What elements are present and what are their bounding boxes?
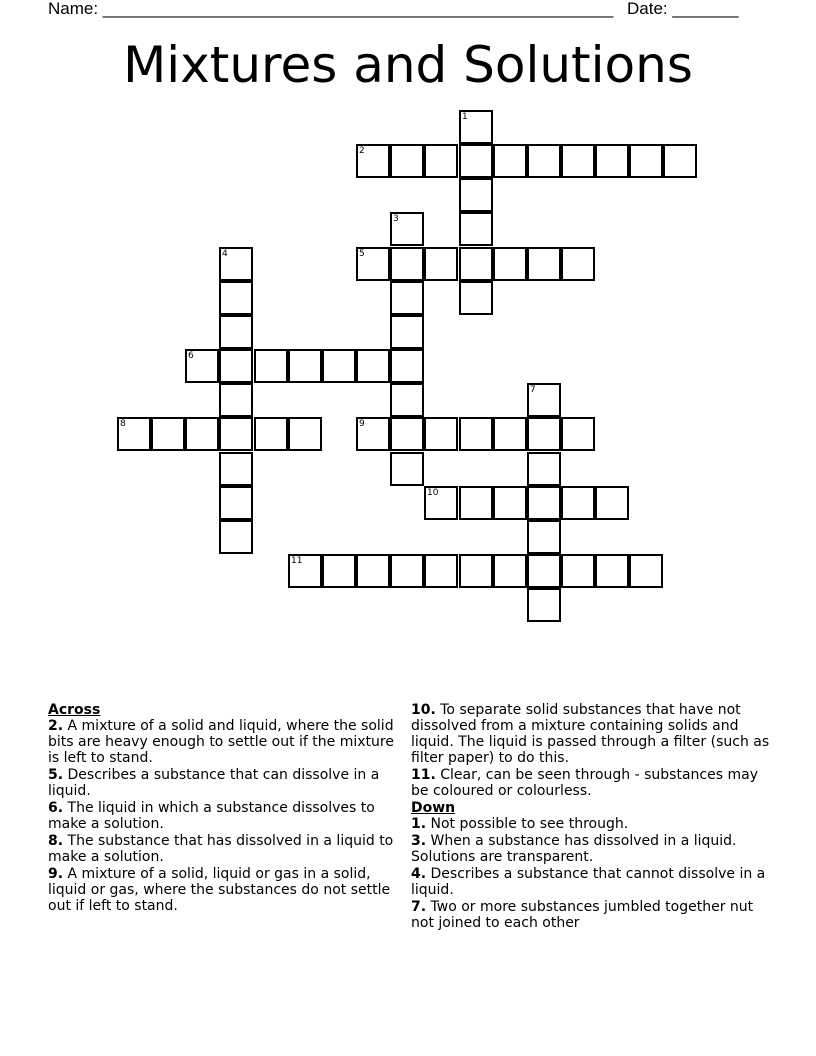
crossword-cell[interactable] (219, 486, 253, 520)
crossword-cell[interactable] (527, 144, 561, 178)
crossword-cell[interactable] (459, 554, 493, 588)
clue-number-label: 1 (462, 112, 468, 122)
clue-number-label: 9 (359, 419, 365, 429)
crossword-cell[interactable] (493, 554, 527, 588)
clues-column-right (411, 702, 771, 932)
clue-text: To separate solid substances that have not dissolved from a mixture containing solids and liquid. The liquid is passed through a filter (such as filter paper) to do this. (411, 702, 770, 766)
clue-number: 5. (48, 767, 64, 783)
crossword-cell[interactable] (561, 417, 595, 451)
clue-text: The liquid in which a substance dissolves to make a solution. (48, 800, 375, 832)
crossword-cell[interactable] (424, 554, 458, 588)
clue-text: Describes a substance that can dissolve in a liquid. (48, 767, 380, 799)
crossword-cell[interactable] (459, 281, 493, 315)
clue-number-label: 3 (393, 214, 399, 224)
crossword-cell[interactable] (390, 554, 424, 588)
across-clue-list (48, 718, 400, 914)
clue-number-label: 11 (291, 556, 303, 566)
clue-number: 6. (48, 800, 64, 816)
clue-item (48, 833, 400, 865)
clue-text: Not possible to see through. (426, 816, 629, 832)
crossword-cell[interactable] (219, 349, 253, 383)
crossword-cell[interactable] (356, 417, 390, 451)
clue-item (48, 718, 400, 766)
crossword-cell[interactable] (527, 452, 561, 486)
crossword-cell[interactable] (527, 520, 561, 554)
clue-number: 1. (411, 816, 427, 832)
crossword-cell[interactable] (390, 452, 424, 486)
crossword-cell[interactable] (117, 417, 151, 451)
crossword-cell[interactable] (561, 144, 595, 178)
clue-text: A mixture of a solid, liquid or gas in a solid, liquid or gas, where the substances do not settle out if left to stand. (48, 866, 391, 914)
crossword-cell[interactable] (459, 110, 493, 144)
crossword-cell[interactable] (424, 486, 458, 520)
clue-text: Two or more substances jumbled together nut not joined to each other (411, 899, 754, 931)
crossword-cell[interactable] (595, 486, 629, 520)
clue-item (48, 866, 400, 914)
clue-number: 7. (411, 899, 427, 915)
clue-number-label: 10 (427, 488, 439, 498)
crossword-cell[interactable] (595, 144, 629, 178)
crossword-cell[interactable] (527, 588, 561, 622)
clue-text: When a substance has dissolved in a liquid. Solutions are transparent. (411, 833, 737, 865)
crossword-cell[interactable] (356, 144, 390, 178)
clue-item (48, 800, 400, 832)
clue-number-label: 2 (359, 146, 365, 156)
crossword-cell[interactable] (390, 281, 424, 315)
crossword-cell[interactable] (288, 349, 322, 383)
crossword-cell[interactable] (390, 383, 424, 417)
clue-text: The substance that has dissolved in a liquid to make a solution. (48, 833, 394, 865)
crossword-cell[interactable] (459, 247, 493, 281)
crossword-cell[interactable] (424, 247, 458, 281)
crossword-cell[interactable] (390, 349, 424, 383)
clue-number: 8. (48, 833, 64, 849)
crossword-cell[interactable] (459, 144, 493, 178)
crossword-cell[interactable] (493, 144, 527, 178)
crossword-cell[interactable] (322, 554, 356, 588)
crossword-cell[interactable] (629, 144, 663, 178)
clue-item (411, 816, 771, 832)
crossword-cell[interactable] (254, 417, 288, 451)
crossword-cell[interactable] (356, 554, 390, 588)
crossword-cell[interactable] (151, 417, 185, 451)
crossword-cell[interactable] (356, 349, 390, 383)
date-field-label[interactable]: Date: _______ (627, 0, 739, 18)
clue-item (411, 866, 771, 898)
crossword-cell[interactable] (219, 247, 253, 281)
clue-number: 10. (411, 702, 436, 718)
clue-number: 4. (411, 866, 427, 882)
crossword-cell[interactable] (219, 417, 253, 451)
across-heading: Across (48, 702, 101, 718)
crossword-cell[interactable] (390, 417, 424, 451)
crossword-cell[interactable] (185, 417, 219, 451)
crossword-cell[interactable] (459, 417, 493, 451)
crossword-cell[interactable] (390, 315, 424, 349)
clue-number-label: 4 (222, 249, 228, 259)
crossword-cell[interactable] (219, 281, 253, 315)
crossword-cell[interactable] (390, 212, 424, 246)
clue-number-label: 6 (188, 351, 194, 361)
clue-number: 9. (48, 866, 64, 882)
crossword-cell[interactable] (527, 247, 561, 281)
crossword-cell[interactable] (493, 247, 527, 281)
clue-number-label: 8 (120, 419, 126, 429)
crossword-cell[interactable] (356, 247, 390, 281)
name-field-label[interactable]: Name: ______________________________________________________ (48, 0, 614, 18)
clue-item (411, 767, 771, 799)
crossword-cell[interactable] (424, 417, 458, 451)
crossword-cell[interactable] (288, 417, 322, 451)
crossword-cell[interactable] (459, 486, 493, 520)
crossword-cell[interactable] (254, 349, 288, 383)
crossword-grid (117, 110, 699, 624)
clue-number: 11. (411, 767, 436, 783)
crossword-cell[interactable] (219, 383, 253, 417)
page-title: Mixtures and Solutions (123, 36, 693, 94)
across-clue-list-continued (411, 702, 771, 799)
clue-item (411, 833, 771, 865)
crossword-cell[interactable] (629, 554, 663, 588)
crossword-cell[interactable] (219, 315, 253, 349)
crossword-cell[interactable] (424, 144, 458, 178)
crossword-cell[interactable] (390, 144, 424, 178)
crossword-cell[interactable] (561, 486, 595, 520)
crossword-cell[interactable] (493, 486, 527, 520)
clue-text: A mixture of a solid and liquid, where the solid bits are heavy enough to settle out if the mixture is left to stand. (48, 718, 394, 766)
clue-item (411, 702, 771, 766)
crossword-cell[interactable] (219, 452, 253, 486)
clue-item (48, 767, 400, 799)
crossword-cell[interactable] (663, 144, 697, 178)
crossword-cell[interactable] (527, 383, 561, 417)
crossword-cell[interactable] (595, 554, 629, 588)
crossword-cell[interactable] (527, 417, 561, 451)
crossword-cell[interactable] (459, 178, 493, 212)
clue-number: 3. (411, 833, 427, 849)
clue-number: 2. (48, 718, 64, 734)
crossword-cell[interactable] (493, 417, 527, 451)
clues-column-left (48, 702, 400, 915)
clue-text: Describes a substance that cannot dissolve in a liquid. (411, 866, 766, 898)
crossword-cell[interactable] (527, 486, 561, 520)
clue-text: Clear, can be seen through - substances may be coloured or colourless. (411, 767, 758, 799)
clue-number-label: 5 (359, 249, 365, 259)
down-heading: Down (411, 800, 456, 816)
crossword-cell[interactable] (322, 349, 356, 383)
crossword-cell[interactable] (527, 554, 561, 588)
crossword-cell[interactable] (185, 349, 219, 383)
down-clue-list (411, 816, 771, 931)
header (48, 0, 748, 20)
clue-item (411, 899, 771, 931)
clue-number-label: 7 (530, 385, 536, 395)
crossword-cell[interactable] (561, 554, 595, 588)
crossword-cell[interactable] (219, 520, 253, 554)
crossword-cell[interactable] (561, 247, 595, 281)
crossword-cell[interactable] (390, 247, 424, 281)
crossword-cell[interactable] (459, 212, 493, 246)
crossword-cell[interactable] (288, 554, 322, 588)
